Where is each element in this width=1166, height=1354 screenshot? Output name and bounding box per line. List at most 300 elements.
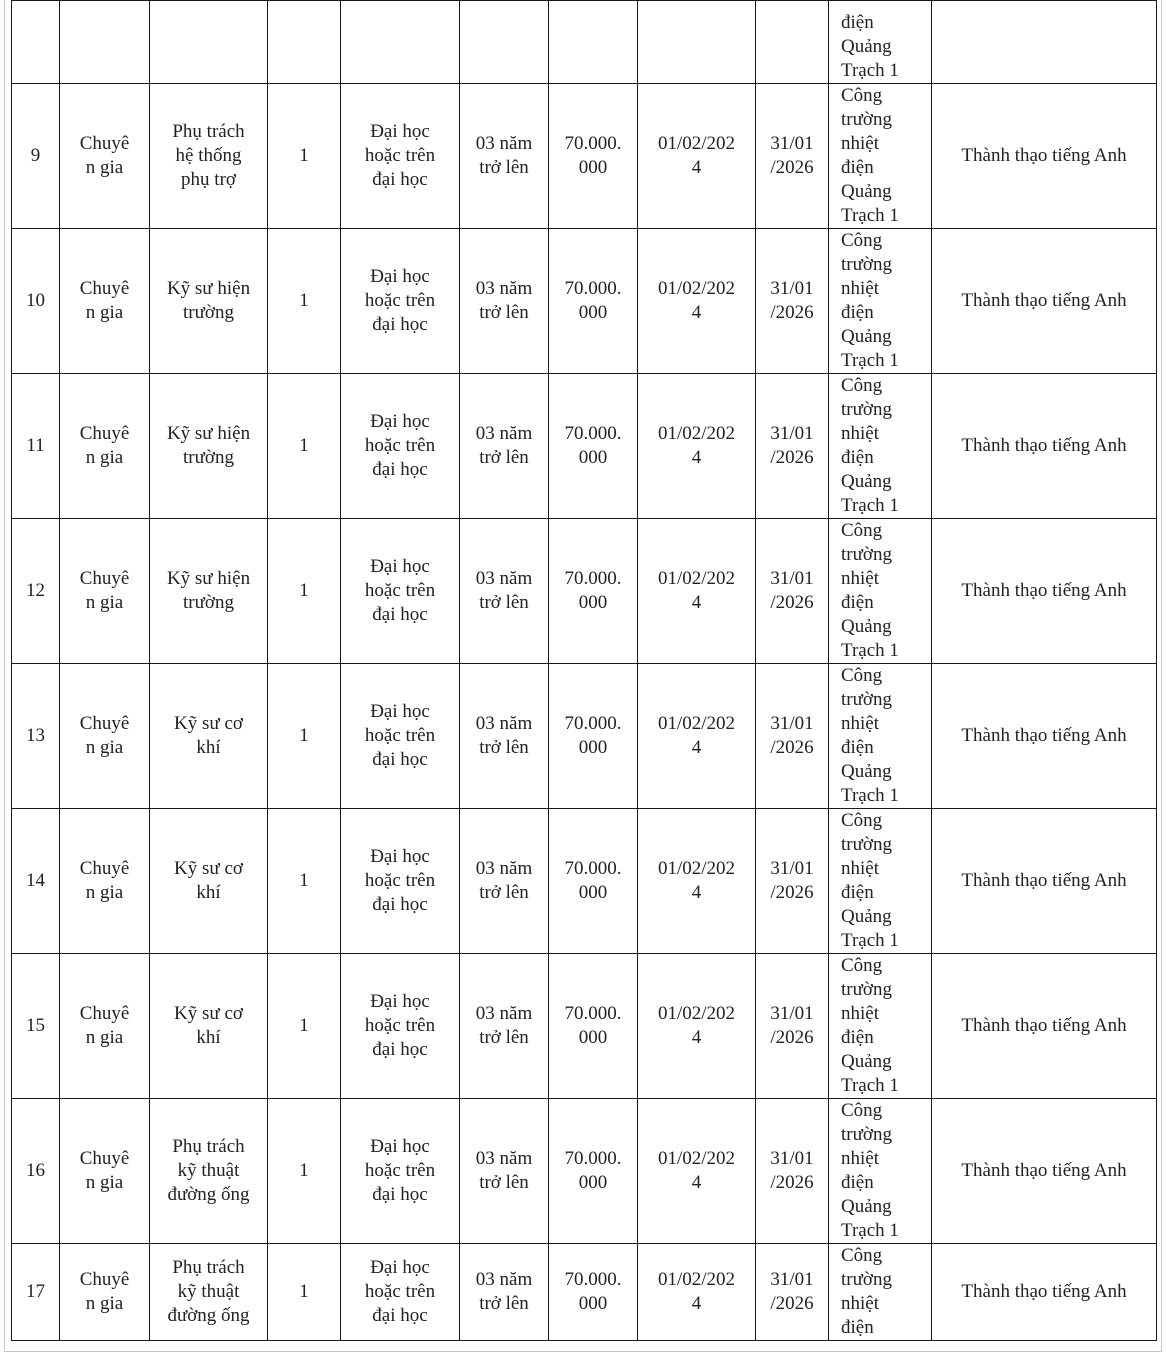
position-line: Phụ trách (172, 1257, 245, 1278)
start-date-line: 01/02/202 (657, 1148, 736, 1169)
table-row (12, 1244, 1157, 1341)
cell-start-date (638, 374, 756, 519)
cell-location (829, 1099, 932, 1244)
location-line: điện (841, 592, 874, 613)
cell-experience (460, 519, 549, 664)
experience-line: trở lên (479, 1172, 529, 1193)
education-line: hoặc trên (364, 870, 436, 891)
education-line: đại học (372, 604, 428, 625)
table-row (12, 954, 1157, 1099)
experience-line: trở lên (479, 302, 529, 323)
experience-line: trở lên (479, 1027, 529, 1048)
title-line: n gia (85, 157, 124, 178)
location-line: nhiệt (841, 278, 879, 299)
position-line: khí (196, 882, 221, 903)
location-line: Công (841, 230, 883, 251)
end-date-line: 31/01 (770, 278, 814, 299)
education-line: hoặc trên (364, 290, 436, 311)
location-line: Quảng (841, 906, 892, 927)
start-date-line: 01/02/202 (657, 423, 736, 444)
location-line: Trạch 1 (841, 495, 899, 516)
salary-line: 70.000. (564, 858, 622, 879)
table-row (12, 1099, 1157, 1244)
location-line: điện (841, 737, 874, 758)
education-line: Đại học (370, 266, 430, 287)
end-date-line: /2026 (770, 1027, 814, 1048)
location-line: nhiệt (841, 713, 879, 734)
location-line: Quảng (841, 181, 892, 202)
title-line: n gia (85, 1027, 124, 1048)
table-row (12, 519, 1157, 664)
cell-end-date (756, 664, 829, 809)
end-date-line: /2026 (770, 447, 814, 468)
cell-position (150, 229, 268, 374)
cell-salary (549, 1244, 638, 1341)
cell-end-date (756, 1244, 829, 1341)
cell-experience (460, 1, 549, 84)
location-line: trường (841, 1124, 892, 1145)
title-line: Chuyê (79, 858, 130, 879)
position-line: Kỹ sư cơ (174, 858, 243, 879)
cell-location (829, 519, 932, 664)
location-line: Công (841, 955, 883, 976)
salary-line: 70.000. (564, 1148, 622, 1169)
location-line: trường (841, 109, 892, 130)
education-line: đại học (372, 1039, 428, 1060)
education-line: đại học (372, 314, 428, 335)
location-line: Quảng (841, 471, 892, 492)
salary-line: 000 (578, 447, 608, 468)
cell-experience (460, 84, 549, 229)
position-line: khí (196, 1027, 221, 1048)
cell-education (341, 954, 460, 1099)
cell-position (150, 1099, 268, 1244)
position-line: đường ống (167, 1184, 250, 1205)
location-line: Quảng (841, 761, 892, 782)
salary-line: 000 (578, 737, 608, 758)
education-line: hoặc trên (364, 1015, 436, 1036)
education-line: đại học (372, 169, 428, 190)
location-line: điện (841, 302, 874, 323)
cell-quantity: 1 (268, 1099, 341, 1244)
start-date-line: 4 (691, 882, 702, 903)
location-line: Công (841, 1245, 883, 1266)
cell-education (341, 84, 460, 229)
cell-end-date (756, 1, 829, 84)
cell-quantity: 1 (268, 84, 341, 229)
cell-no: 12 (12, 519, 60, 664)
location-line: Quảng (841, 36, 892, 57)
education-line: Đại học (370, 846, 430, 867)
end-date-line: /2026 (770, 1172, 814, 1193)
location-line: Trạch 1 (841, 1075, 899, 1096)
title-line: n gia (85, 592, 124, 613)
start-date-line: 01/02/202 (657, 1269, 736, 1290)
cell-salary (549, 954, 638, 1099)
location-line: điện (841, 1172, 874, 1193)
position-line: kỹ thuật (177, 1160, 240, 1181)
cell-experience (460, 229, 549, 374)
cell-location (829, 1, 932, 84)
cell-requirement: Thành thạo tiếng Anh (932, 664, 1157, 809)
position-line: kỹ thuật (177, 1281, 240, 1302)
cell-requirement: Thành thạo tiếng Anh (932, 84, 1157, 229)
location-line: điện (841, 882, 874, 903)
position-line: Phụ trách (172, 1136, 245, 1157)
location-line: Quảng (841, 1051, 892, 1072)
location-line: Trạch 1 (841, 640, 899, 661)
salary-line: 000 (578, 592, 608, 613)
position-line: hệ thống (175, 145, 242, 166)
title-line: Chuyê (79, 713, 130, 734)
cell-position (150, 664, 268, 809)
location-line: Công (841, 1100, 883, 1121)
start-date-line: 01/02/202 (657, 278, 736, 299)
title-line: Chuyê (79, 1148, 130, 1169)
cell-experience (460, 1244, 549, 1341)
cell-requirement: Thành thạo tiếng Anh (932, 1099, 1157, 1244)
title-line: Chuyê (79, 423, 130, 444)
cell-education (341, 229, 460, 374)
position-line: phụ trợ (181, 169, 236, 190)
salary-line: 70.000. (564, 713, 622, 734)
location-line: Quảng (841, 1196, 892, 1217)
start-date-line: 4 (691, 1293, 702, 1314)
title-line: Chuyê (79, 568, 130, 589)
cell-start-date (638, 519, 756, 664)
location-line: Trạch 1 (841, 785, 899, 806)
title-line: n gia (85, 1293, 124, 1314)
salary-line: 70.000. (564, 1269, 622, 1290)
end-date-line: /2026 (770, 737, 814, 758)
education-line: Đại học (370, 701, 430, 722)
location-line: điện (841, 1317, 874, 1338)
cell-title (60, 1244, 150, 1341)
experience-line: trở lên (479, 882, 529, 903)
cell-title (60, 374, 150, 519)
table-row (12, 229, 1157, 374)
experience-line: 03 năm (475, 858, 533, 879)
location-line: trường (841, 834, 892, 855)
cell-position (150, 519, 268, 664)
title-line: n gia (85, 447, 124, 468)
start-date-line: 01/02/202 (657, 568, 736, 589)
experience-line: trở lên (479, 1293, 529, 1314)
cell-experience (460, 664, 549, 809)
position-line: trường (183, 592, 234, 613)
end-date-line: /2026 (770, 882, 814, 903)
cell-position (150, 954, 268, 1099)
end-date-line: 31/01 (770, 1003, 814, 1024)
location-line: điện (841, 12, 874, 33)
salary-line: 70.000. (564, 568, 622, 589)
cell-quantity: 1 (268, 954, 341, 1099)
cell-title (60, 664, 150, 809)
end-date-line: 31/01 (770, 1148, 814, 1169)
salary-line: 70.000. (564, 278, 622, 299)
end-date-line: 31/01 (770, 1269, 814, 1290)
start-date-line: 4 (691, 737, 702, 758)
position-line: Phụ trách (172, 121, 245, 142)
cell-location (829, 84, 932, 229)
cell-position (150, 1, 268, 84)
location-line: nhiệt (841, 568, 879, 589)
start-date-line: 4 (691, 302, 702, 323)
end-date-line: 31/01 (770, 568, 814, 589)
education-line: đại học (372, 894, 428, 915)
cell-education (341, 374, 460, 519)
title-line: Chuyê (79, 1269, 130, 1290)
cell-title (60, 1, 150, 84)
cell-education (341, 1244, 460, 1341)
start-date-line: 01/02/202 (657, 133, 736, 154)
cell-location (829, 809, 932, 954)
location-line: trường (841, 399, 892, 420)
title-line: n gia (85, 882, 124, 903)
start-date-line: 4 (691, 592, 702, 613)
table-row-continued (12, 1, 1157, 84)
cell-start-date (638, 229, 756, 374)
cell-quantity: 1 (268, 809, 341, 954)
location-line: trường (841, 544, 892, 565)
table-row (12, 809, 1157, 954)
end-date-line: /2026 (770, 1293, 814, 1314)
experience-line: trở lên (479, 447, 529, 468)
title-line: n gia (85, 1172, 124, 1193)
salary-line: 000 (578, 157, 608, 178)
cell-quantity: 1 (268, 519, 341, 664)
cell-salary (549, 664, 638, 809)
start-date-line: 4 (691, 447, 702, 468)
cell-experience (460, 954, 549, 1099)
cell-experience (460, 374, 549, 519)
cell-salary (549, 1099, 638, 1244)
cell-end-date (756, 954, 829, 1099)
education-line: Đại học (370, 411, 430, 432)
cell-start-date (638, 954, 756, 1099)
cell-no: 16 (12, 1099, 60, 1244)
position-line: Kỹ sư hiện (166, 423, 251, 444)
location-line: nhiệt (841, 133, 879, 154)
position-line: khí (196, 737, 221, 758)
cell-requirement: Thành thạo tiếng Anh (932, 809, 1157, 954)
location-line: Trạch 1 (841, 1220, 899, 1241)
cell-start-date (638, 1244, 756, 1341)
cell-title (60, 954, 150, 1099)
cell-end-date (756, 229, 829, 374)
end-date-line: 31/01 (770, 423, 814, 444)
cell-education (341, 519, 460, 664)
cell-no: 11 (12, 374, 60, 519)
cell-title (60, 1099, 150, 1244)
title-line: Chuyê (79, 1003, 130, 1024)
start-date-line: 4 (691, 157, 702, 178)
salary-line: 70.000. (564, 423, 622, 444)
education-line: đại học (372, 459, 428, 480)
location-line: nhiệt (841, 858, 879, 879)
cell-start-date (638, 809, 756, 954)
end-date-line: /2026 (770, 302, 814, 323)
cell-requirement: Thành thạo tiếng Anh (932, 954, 1157, 1099)
education-line: hoặc trên (364, 725, 436, 746)
cell-location (829, 664, 932, 809)
cell-end-date (756, 84, 829, 229)
experience-line: trở lên (479, 737, 529, 758)
end-date-line: 31/01 (770, 858, 814, 879)
location-line: Công (841, 520, 883, 541)
location-line: điện (841, 157, 874, 178)
experience-line: 03 năm (475, 1269, 533, 1290)
cell-quantity: 1 (268, 229, 341, 374)
cell-quantity: 1 (268, 374, 341, 519)
cell-location (829, 374, 932, 519)
cell-no (12, 1, 60, 84)
cell-no: 14 (12, 809, 60, 954)
cell-title (60, 84, 150, 229)
end-date-line: /2026 (770, 157, 814, 178)
cell-no: 9 (12, 84, 60, 229)
cell-experience (460, 1099, 549, 1244)
cell-end-date (756, 1099, 829, 1244)
experience-line: trở lên (479, 157, 529, 178)
experience-line: 03 năm (475, 1003, 533, 1024)
title-line: n gia (85, 737, 124, 758)
salary-line: 000 (578, 1293, 608, 1314)
end-date-line: /2026 (770, 592, 814, 613)
start-date-line: 01/02/202 (657, 858, 736, 879)
start-date-line: 4 (691, 1027, 702, 1048)
location-line: Trạch 1 (841, 930, 899, 951)
cell-position (150, 374, 268, 519)
experience-line: 03 năm (475, 1148, 533, 1169)
cell-position (150, 809, 268, 954)
cell-location (829, 229, 932, 374)
cell-start-date (638, 1, 756, 84)
cell-start-date (638, 84, 756, 229)
location-line: Công (841, 375, 883, 396)
table-row (12, 84, 1157, 229)
location-line: Công (841, 85, 883, 106)
salary-line: 70.000. (564, 1003, 622, 1024)
cell-quantity: 1 (268, 664, 341, 809)
title-line: Chuyê (79, 278, 130, 299)
cell-quantity (268, 1, 341, 84)
table-body (12, 1, 1157, 1341)
education-line: hoặc trên (364, 145, 436, 166)
experience-line: 03 năm (475, 568, 533, 589)
experience-line: 03 năm (475, 133, 533, 154)
location-line: Trạch 1 (841, 205, 899, 226)
education-line: Đại học (370, 1257, 430, 1278)
cell-requirement: Thành thạo tiếng Anh (932, 1244, 1157, 1341)
cell-salary (549, 374, 638, 519)
cell-salary (549, 519, 638, 664)
cell-education (341, 1, 460, 84)
cell-requirement: Thành thạo tiếng Anh (932, 374, 1157, 519)
table-row (12, 374, 1157, 519)
education-line: Đại học (370, 556, 430, 577)
location-line: điện (841, 447, 874, 468)
table-row (12, 664, 1157, 809)
cell-no: 10 (12, 229, 60, 374)
cell-start-date (638, 1099, 756, 1244)
location-line: Công (841, 810, 883, 831)
location-line: trường (841, 979, 892, 1000)
location-line: Trạch 1 (841, 350, 899, 371)
salary-line: 000 (578, 1172, 608, 1193)
cell-location (829, 954, 932, 1099)
cell-education (341, 664, 460, 809)
position-line: Kỹ sư hiện (166, 278, 251, 299)
cell-salary (549, 1, 638, 84)
location-line: Quảng (841, 616, 892, 637)
location-line: trường (841, 1269, 892, 1290)
cell-quantity: 1 (268, 1244, 341, 1341)
position-line: đường ống (167, 1305, 250, 1326)
education-line: hoặc trên (364, 1160, 436, 1181)
cell-no: 13 (12, 664, 60, 809)
start-date-line: 01/02/202 (657, 713, 736, 734)
education-line: hoặc trên (364, 435, 436, 456)
cell-title (60, 229, 150, 374)
location-line: nhiệt (841, 423, 879, 444)
position-line: trường (183, 302, 234, 323)
education-line: đại học (372, 1184, 428, 1205)
cell-salary (549, 229, 638, 374)
cell-title (60, 519, 150, 664)
education-line: Đại học (370, 991, 430, 1012)
cell-location (829, 1244, 932, 1341)
location-line: nhiệt (841, 1148, 879, 1169)
cell-education (341, 1099, 460, 1244)
cell-requirement (932, 1, 1157, 84)
location-line: Công (841, 665, 883, 686)
cell-experience (460, 809, 549, 954)
position-line: Kỹ sư hiện (166, 568, 251, 589)
education-line: Đại học (370, 121, 430, 142)
salary-line: 70.000. (564, 133, 622, 154)
cell-no: 17 (12, 1244, 60, 1341)
position-line: Kỹ sư cơ (174, 1003, 243, 1024)
title-line: Chuyê (79, 133, 130, 154)
location-line: trường (841, 689, 892, 710)
title-line: n gia (85, 302, 124, 323)
cell-start-date (638, 664, 756, 809)
job-table (11, 0, 1157, 1341)
cell-position (150, 1244, 268, 1341)
cell-end-date (756, 519, 829, 664)
education-line: Đại học (370, 1136, 430, 1157)
experience-line: 03 năm (475, 423, 533, 444)
cell-end-date (756, 374, 829, 519)
cell-requirement: Thành thạo tiếng Anh (932, 519, 1157, 664)
cell-salary (549, 84, 638, 229)
education-line: đại học (372, 749, 428, 770)
location-line: điện (841, 1027, 874, 1048)
location-line: nhiệt (841, 1293, 879, 1314)
start-date-line: 4 (691, 1172, 702, 1193)
position-line: trường (183, 447, 234, 468)
salary-line: 000 (578, 882, 608, 903)
education-line: hoặc trên (364, 580, 436, 601)
location-line: Quảng (841, 326, 892, 347)
salary-line: 000 (578, 1027, 608, 1048)
education-line: đại học (372, 1305, 428, 1326)
location-line: Trạch 1 (841, 60, 899, 81)
cell-no: 15 (12, 954, 60, 1099)
cell-salary (549, 809, 638, 954)
cell-position (150, 84, 268, 229)
